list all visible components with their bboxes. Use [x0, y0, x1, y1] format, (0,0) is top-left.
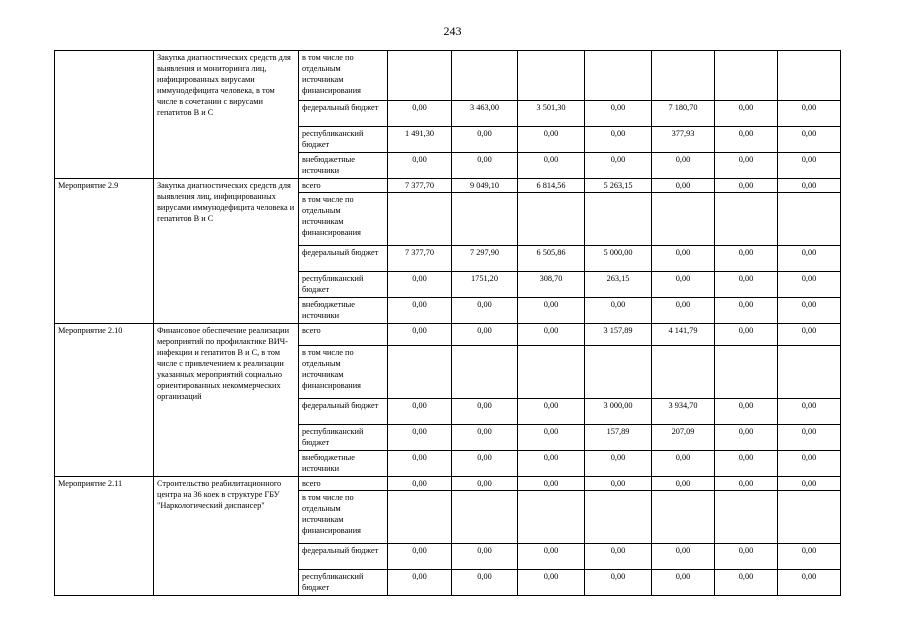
- amount-cell: 0,00: [715, 101, 778, 127]
- funding-source: федеральный бюджет: [299, 399, 388, 425]
- amount-cell: 6 505,86: [518, 246, 585, 272]
- amount-cell: 5 000,00: [585, 246, 652, 272]
- table-row: [55, 179, 841, 193]
- amount-cell: 0,00: [585, 451, 652, 477]
- funding-source: в том числе по отдельным источникам финансирования: [299, 346, 388, 399]
- amount-cell: 3 000,00: [585, 399, 652, 425]
- funding-source: внебюджетные источники: [299, 298, 388, 324]
- amount-cell: 0,00: [652, 246, 715, 272]
- amount-cell: 0,00: [518, 477, 585, 491]
- funding-source: всего: [299, 477, 388, 491]
- event-description: Закупка диагностических средств для выявления лиц, инфицированных вирусами иммунодефицита человека и гепатитов В и С: [154, 179, 299, 324]
- amount-cell: 0,00: [452, 324, 518, 346]
- amount-cell: 0,00: [715, 272, 778, 298]
- amount-cell: 0,00: [778, 477, 841, 491]
- amount-cell: 0,00: [585, 101, 652, 127]
- funding-source: в том числе по отдельным источникам финансирования: [299, 193, 388, 246]
- amount-cell: [518, 51, 585, 101]
- amount-cell: 0,00: [652, 153, 715, 179]
- amount-cell: 0,00: [778, 570, 841, 596]
- amount-cell: [715, 491, 778, 544]
- amount-cell: [452, 491, 518, 544]
- amount-cell: 0,00: [388, 324, 452, 346]
- amount-cell: 3 934,70: [652, 399, 715, 425]
- table-row: [55, 477, 841, 491]
- amount-cell: 0,00: [715, 425, 778, 451]
- amount-cell: 0,00: [452, 127, 518, 153]
- amount-cell: 0,00: [585, 127, 652, 153]
- event-id: [55, 51, 154, 179]
- amount-cell: 0,00: [585, 298, 652, 324]
- amount-cell: 0,00: [388, 153, 452, 179]
- amount-cell: 0,00: [388, 298, 452, 324]
- amount-cell: [715, 193, 778, 246]
- amount-cell: 0,00: [388, 544, 452, 570]
- amount-cell: [388, 346, 452, 399]
- amount-cell: 0,00: [452, 544, 518, 570]
- amount-cell: 0,00: [652, 179, 715, 193]
- amount-cell: 0,00: [778, 101, 841, 127]
- amount-cell: 0,00: [585, 477, 652, 491]
- amount-cell: 0,00: [585, 153, 652, 179]
- amount-cell: 6 814,56: [518, 179, 585, 193]
- amount-cell: [652, 346, 715, 399]
- amount-cell: [778, 346, 841, 399]
- amount-cell: 157,89: [585, 425, 652, 451]
- amount-cell: 0,00: [518, 298, 585, 324]
- amount-cell: 0,00: [518, 324, 585, 346]
- amount-cell: 0,00: [715, 477, 778, 491]
- amount-cell: 7 377,70: [388, 179, 452, 193]
- funding-source: федеральный бюджет: [299, 544, 388, 570]
- amount-cell: 9 049,10: [452, 179, 518, 193]
- amount-cell: 0,00: [652, 272, 715, 298]
- amount-cell: 0,00: [715, 179, 778, 193]
- amount-cell: 0,00: [518, 544, 585, 570]
- amount-cell: [715, 51, 778, 101]
- amount-cell: 0,00: [388, 101, 452, 127]
- amount-cell: 263,15: [585, 272, 652, 298]
- funding-source: федеральный бюджет: [299, 246, 388, 272]
- amount-cell: 0,00: [388, 399, 452, 425]
- amount-cell: 0,00: [518, 425, 585, 451]
- funding-source: внебюджетные источники: [299, 451, 388, 477]
- amount-cell: 0,00: [715, 544, 778, 570]
- amount-cell: [585, 51, 652, 101]
- amount-cell: [585, 346, 652, 399]
- amount-cell: 0,00: [778, 298, 841, 324]
- amount-cell: 5 263,15: [585, 179, 652, 193]
- amount-cell: 0,00: [715, 399, 778, 425]
- amount-cell: 0,00: [652, 544, 715, 570]
- amount-cell: 0,00: [778, 451, 841, 477]
- funding-source: всего: [299, 324, 388, 346]
- amount-cell: 0,00: [518, 570, 585, 596]
- amount-cell: [652, 51, 715, 101]
- amount-cell: [518, 346, 585, 399]
- amount-cell: 0,00: [652, 570, 715, 596]
- amount-cell: 0,00: [778, 544, 841, 570]
- amount-cell: 0,00: [585, 570, 652, 596]
- event-id: Мероприятие 2.11: [55, 477, 154, 596]
- amount-cell: 0,00: [778, 246, 841, 272]
- amount-cell: 0,00: [452, 570, 518, 596]
- funding-source: в том числе по отдельным источникам финансирования: [299, 51, 388, 101]
- event-description: Строительство реабилитационного центра на 36 коек в структуре ГБУ "Наркологический диспансер": [154, 477, 299, 596]
- amount-cell: [388, 491, 452, 544]
- amount-cell: 0,00: [388, 425, 452, 451]
- amount-cell: 0,00: [778, 127, 841, 153]
- table-row: [55, 324, 841, 346]
- amount-cell: 0,00: [452, 399, 518, 425]
- page-number: 243: [443, 24, 462, 38]
- budget-table: [54, 50, 841, 596]
- table-row: [55, 51, 841, 101]
- amount-cell: 7 180,70: [652, 101, 715, 127]
- amount-cell: 4 141,79: [652, 324, 715, 346]
- event-description: Закупка диагностических средств для выявления и мониторинга лиц, инфицированных вирусами иммунодефицита человека, в том числе в сочетании с вирусами гепатитов В и С: [154, 51, 299, 179]
- amount-cell: 0,00: [388, 272, 452, 298]
- amount-cell: 0,00: [388, 570, 452, 596]
- amount-cell: 3 463,00: [452, 101, 518, 127]
- amount-cell: [452, 346, 518, 399]
- amount-cell: 0,00: [715, 298, 778, 324]
- amount-cell: [778, 51, 841, 101]
- amount-cell: [715, 346, 778, 399]
- amount-cell: 0,00: [715, 153, 778, 179]
- amount-cell: 0,00: [518, 451, 585, 477]
- amount-cell: 0,00: [715, 570, 778, 596]
- amount-cell: 0,00: [452, 153, 518, 179]
- event-id: Мероприятие 2.9: [55, 179, 154, 324]
- amount-cell: 3 157,89: [585, 324, 652, 346]
- amount-cell: 377,93: [652, 127, 715, 153]
- amount-cell: [652, 491, 715, 544]
- amount-cell: 0,00: [388, 477, 452, 491]
- amount-cell: 0,00: [715, 451, 778, 477]
- amount-cell: [452, 193, 518, 246]
- amount-cell: 0,00: [652, 451, 715, 477]
- amount-cell: 0,00: [518, 399, 585, 425]
- event-id: Мероприятие 2.10: [55, 324, 154, 477]
- amount-cell: 0,00: [715, 246, 778, 272]
- amount-cell: 0,00: [778, 272, 841, 298]
- amount-cell: 0,00: [778, 179, 841, 193]
- amount-cell: [388, 193, 452, 246]
- amount-cell: 0,00: [452, 477, 518, 491]
- amount-cell: [778, 193, 841, 246]
- amount-cell: 0,00: [778, 153, 841, 179]
- amount-cell: 0,00: [518, 153, 585, 179]
- amount-cell: 7 297,90: [452, 246, 518, 272]
- funding-source: республиканский бюджет: [299, 425, 388, 451]
- amount-cell: 0,00: [715, 324, 778, 346]
- funding-source: всего: [299, 179, 388, 193]
- amount-cell: 0,00: [388, 451, 452, 477]
- amount-cell: [585, 491, 652, 544]
- amount-cell: [452, 51, 518, 101]
- amount-cell: [652, 193, 715, 246]
- amount-cell: [585, 193, 652, 246]
- amount-cell: 0,00: [518, 127, 585, 153]
- amount-cell: 207,09: [652, 425, 715, 451]
- funding-source: республиканский бюджет: [299, 127, 388, 153]
- funding-source: в том числе по отдельным источникам финансирования: [299, 491, 388, 544]
- amount-cell: 1751,20: [452, 272, 518, 298]
- funding-source: федеральный бюджет: [299, 101, 388, 127]
- amount-cell: 0,00: [778, 399, 841, 425]
- funding-source: республиканский бюджет: [299, 570, 388, 596]
- amount-cell: 0,00: [715, 127, 778, 153]
- amount-cell: [778, 491, 841, 544]
- amount-cell: 7 377,70: [388, 246, 452, 272]
- amount-cell: 1 491,30: [388, 127, 452, 153]
- amount-cell: 308,70: [518, 272, 585, 298]
- amount-cell: [388, 51, 452, 101]
- funding-source: внебюджетные источники: [299, 153, 388, 179]
- amount-cell: 0,00: [778, 425, 841, 451]
- amount-cell: [518, 193, 585, 246]
- amount-cell: 0,00: [452, 425, 518, 451]
- amount-cell: 3 501,30: [518, 101, 585, 127]
- amount-cell: 0,00: [585, 544, 652, 570]
- event-description: Финансовое обеспечение реализации мероприятий по профилактике ВИЧ-инфекции и гепатитов В и С, в том числе с привлечением к реализации указанных мероприятий социально ориентированных некоммерческих организаций: [154, 324, 299, 477]
- amount-cell: 0,00: [652, 477, 715, 491]
- funding-source: республиканский бюджет: [299, 272, 388, 298]
- amount-cell: 0,00: [452, 298, 518, 324]
- amount-cell: 0,00: [652, 298, 715, 324]
- amount-cell: [518, 491, 585, 544]
- amount-cell: 0,00: [452, 451, 518, 477]
- amount-cell: 0,00: [778, 324, 841, 346]
